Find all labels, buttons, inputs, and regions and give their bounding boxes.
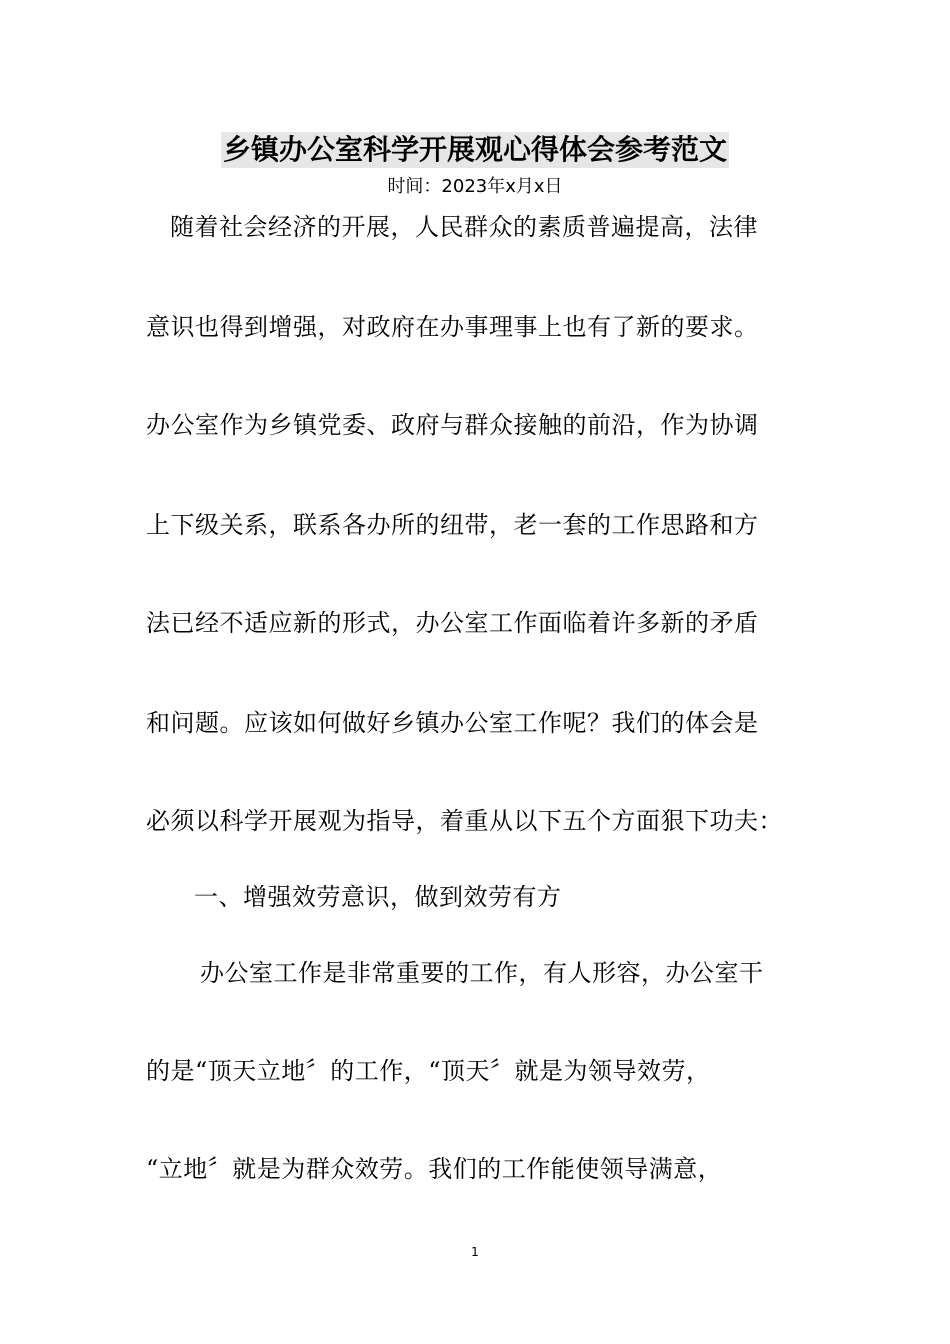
paragraph-line: 必须以科学开展观为指导，着重从以下五个方面狠下功夫： xyxy=(146,807,783,835)
paragraph-line: 办公室工作是非常重要的工作，有人形容，办公室干 xyxy=(200,959,764,987)
paragraph-line: 的是“顶天立地〞的工作，“顶天〞就是为领导效劳， xyxy=(146,1057,711,1085)
document-title: 乡镇办公室科学开展观心得体会参考范文 xyxy=(222,133,727,166)
section-heading: 一、增强效劳意识，做到效劳有方 xyxy=(194,883,562,911)
paragraph-line: 和问题。应该如何做好乡镇办公室工作呢？我们的体会是 xyxy=(146,709,759,737)
paragraph-line: 法已经不适应新的形式，办公室工作面临着许多新的矛盾 xyxy=(146,609,759,637)
paragraph-line: 意识也得到增强，对政府在办事理事上也有了新的要求。 xyxy=(146,313,759,341)
title-block xyxy=(0,132,950,168)
paragraph-line: 上下级关系，联系各办所的纽带，老一套的工作思路和方 xyxy=(146,511,759,539)
paragraph-line: “立地〞就是为群众效劳。我们的工作能使领导满意， xyxy=(146,1155,723,1183)
paragraph-line: 办公室作为乡镇党委、政府与群众接触的前沿，作为协调 xyxy=(146,411,759,439)
page-number: 1 xyxy=(471,1245,479,1259)
paragraph-line: 随着社会经济的开展，人民群众的素质普遍提高，法律 xyxy=(170,213,758,241)
document-date: 时间：2023年x月x日 xyxy=(387,176,563,197)
